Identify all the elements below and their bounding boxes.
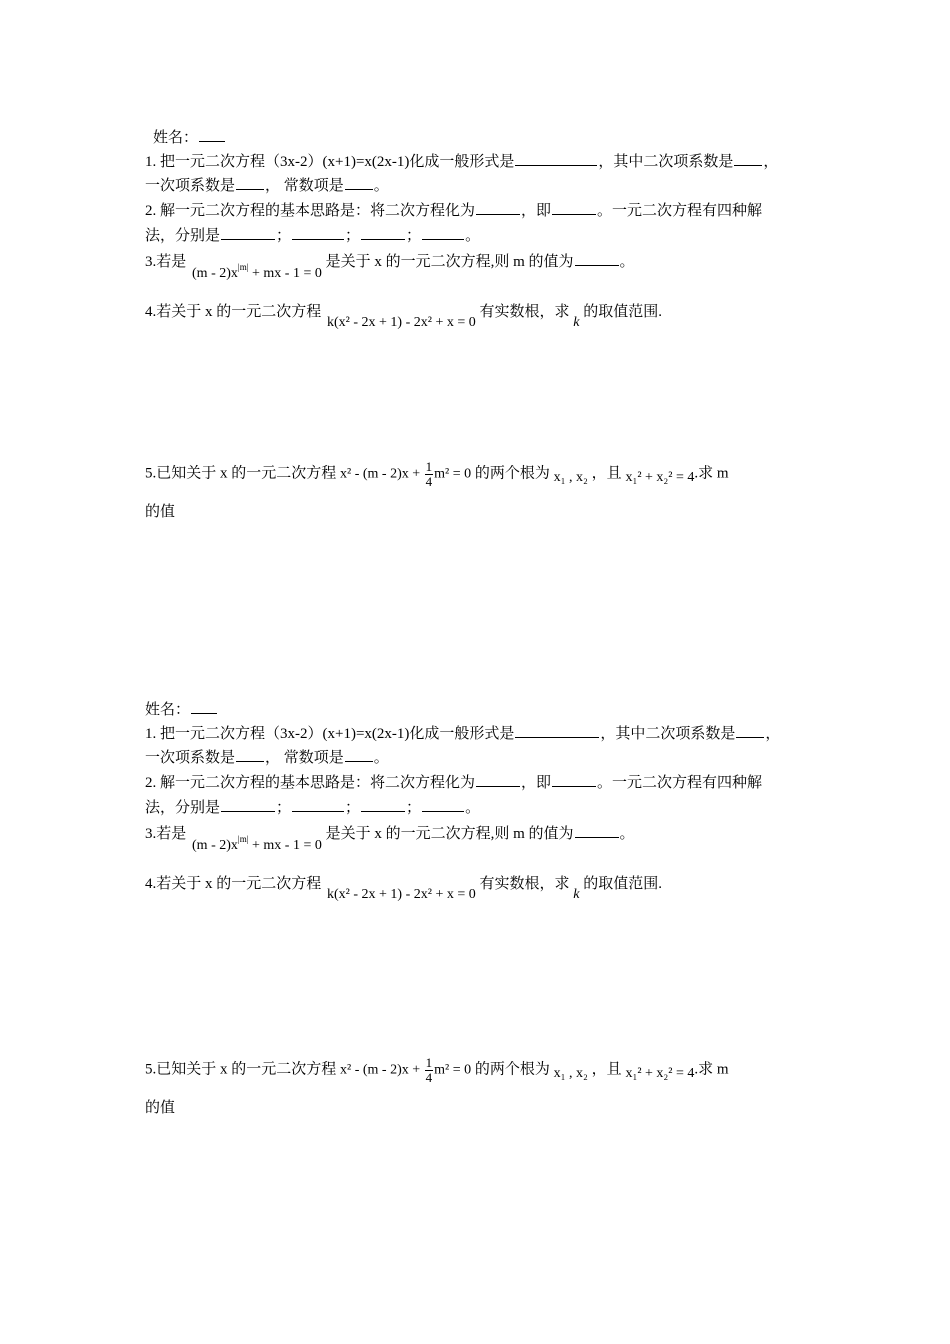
q5-fraction: $\frac{1}{4}$: [425, 459, 433, 489]
q5-roots: x₁ , x₂: [553, 469, 588, 485]
q1-constant-blank[interactable]: [345, 746, 373, 762]
q2-method-blank-4[interactable]: [422, 224, 464, 240]
q5-condition: x₁² + x₂² = 4: [625, 1065, 695, 1081]
q1-constant-blank[interactable]: [345, 174, 373, 190]
q1-linear-coef-blank[interactable]: [236, 174, 264, 190]
question-3-line: 3.若是 $(m - 2)x^{|m|}$ + mx - 1 = 0 是关于 x 的一元二次方程,则 m 的值为 。: [145, 250, 635, 275]
name-blank[interactable]: [199, 126, 225, 142]
question-1-line-1: 1. 把一元二次方程（3x-2）(x+1)=x(2x-1)化成一般形式是 ，其中二次项系数是 ，: [145, 722, 780, 746]
name-blank[interactable]: [191, 698, 217, 714]
question-1-line-2: 一次项系数是 ， 常数项是 。: [145, 174, 389, 198]
question-5-line-2: 的值: [145, 504, 176, 520]
question-2-line-1: 2. 解一元二次方程的基本思路是：将二次方程化为 ，即 。一元二次方程有四种解: [145, 771, 762, 795]
q5-fraction: $\frac{1}{4}$: [425, 1055, 433, 1085]
q2-method-blank-2[interactable]: [292, 796, 344, 812]
question-4-line: 4.若关于 x 的一元二次方程 k(x² - 2x + 1) - 2x² + x = 0 有实数根，求 k 的取值范围.: [145, 300, 662, 325]
question-5-line-2: 的值: [145, 1100, 176, 1116]
q2-blank-2[interactable]: [552, 199, 596, 215]
q5-roots: x₁ , x₂: [553, 1065, 588, 1081]
q3-m-value-blank[interactable]: [575, 822, 619, 838]
name-label: 姓名：: [145, 702, 191, 718]
q3-m-value-blank[interactable]: [575, 250, 619, 266]
q2-blank-1[interactable]: [476, 771, 520, 787]
q4-k-symbol: k: [573, 315, 580, 330]
q2-method-blank-2[interactable]: [292, 224, 344, 240]
question-4-line: 4.若关于 x 的一元二次方程 k(x² - 2x + 1) - 2x² + x = 0 有实数根，求 k 的取值范围.: [145, 872, 662, 897]
question-1-line-1: 1. 把一元二次方程（3x-2）(x+1)=x(2x-1)化成一般形式是 ，其中二次项系数是 ，: [145, 150, 778, 174]
name-line: [153, 126, 226, 150]
question-1-line-2: 一次项系数是 ， 常数项是 。: [145, 746, 389, 770]
q1-linear-coef-blank[interactable]: [236, 746, 264, 762]
question-3-line: 3.若是 $(m - 2)x^{|m|}$ + mx - 1 = 0 是关于 x 的一元二次方程,则 m 的值为 。: [145, 822, 635, 847]
q2-method-blank-3[interactable]: [361, 796, 405, 812]
q1-quadratic-coef-blank[interactable]: [734, 150, 762, 166]
q5-equation: x² - (m - 2)x + $\frac{1}{4}$ m² = 0: [340, 459, 472, 489]
q2-method-blank-4[interactable]: [422, 796, 464, 812]
q4-equation: k(x² - 2x + 1) - 2x² + x = 0: [327, 315, 476, 330]
name-label: 姓名：: [153, 130, 199, 146]
q5-condition: x₁² + x₂² = 4: [625, 469, 695, 485]
q1-quadratic-coef-blank[interactable]: [736, 722, 764, 738]
q5-equation: x² - (m - 2)x + $\frac{1}{4}$ m² = 0: [340, 1055, 472, 1085]
q3-equation: $(m - 2)x^{|m|}$ + mx - 1 = 0: [192, 834, 322, 853]
q2-method-blank-1[interactable]: [221, 796, 275, 812]
q1-general-form-blank[interactable]: [515, 722, 599, 738]
q3-equation: $(m - 2)x^{|m|}$ + mx - 1 = 0: [192, 262, 322, 281]
q1-general-form-blank[interactable]: [515, 150, 597, 166]
question-2-line-1: 2. 解一元二次方程的基本思路是：将二次方程化为 ，即 。一元二次方程有四种解: [145, 199, 762, 223]
q4-k-symbol: k: [573, 887, 580, 902]
q2-method-blank-1[interactable]: [221, 224, 275, 240]
q2-blank-2[interactable]: [552, 771, 596, 787]
q4-equation: k(x² - 2x + 1) - 2x² + x = 0: [327, 887, 476, 902]
question-5-line-1: 5.已知关于 x 的一元二次方程 x² - (m - 2)x + $\frac{1}{4}$ m² = 0 的两个根为 x₁ , x₂ ，且 x₁² + x₂² = 4.求 m: [145, 1055, 729, 1085]
q2-blank-1[interactable]: [476, 199, 520, 215]
question-2-line-2: 法，分别是 ； ； ； 。: [145, 224, 480, 248]
name-line: [145, 698, 218, 722]
q2-method-blank-3[interactable]: [361, 224, 405, 240]
question-5-line-1: 5.已知关于 x 的一元二次方程 x² - (m - 2)x + $\frac{1}{4}$ m² = 0 的两个根为 x₁ , x₂ ，且 x₁² + x₂² = 4.求 m: [145, 459, 729, 489]
question-2-line-2: 法，分别是 ； ； ； 。: [145, 796, 480, 820]
